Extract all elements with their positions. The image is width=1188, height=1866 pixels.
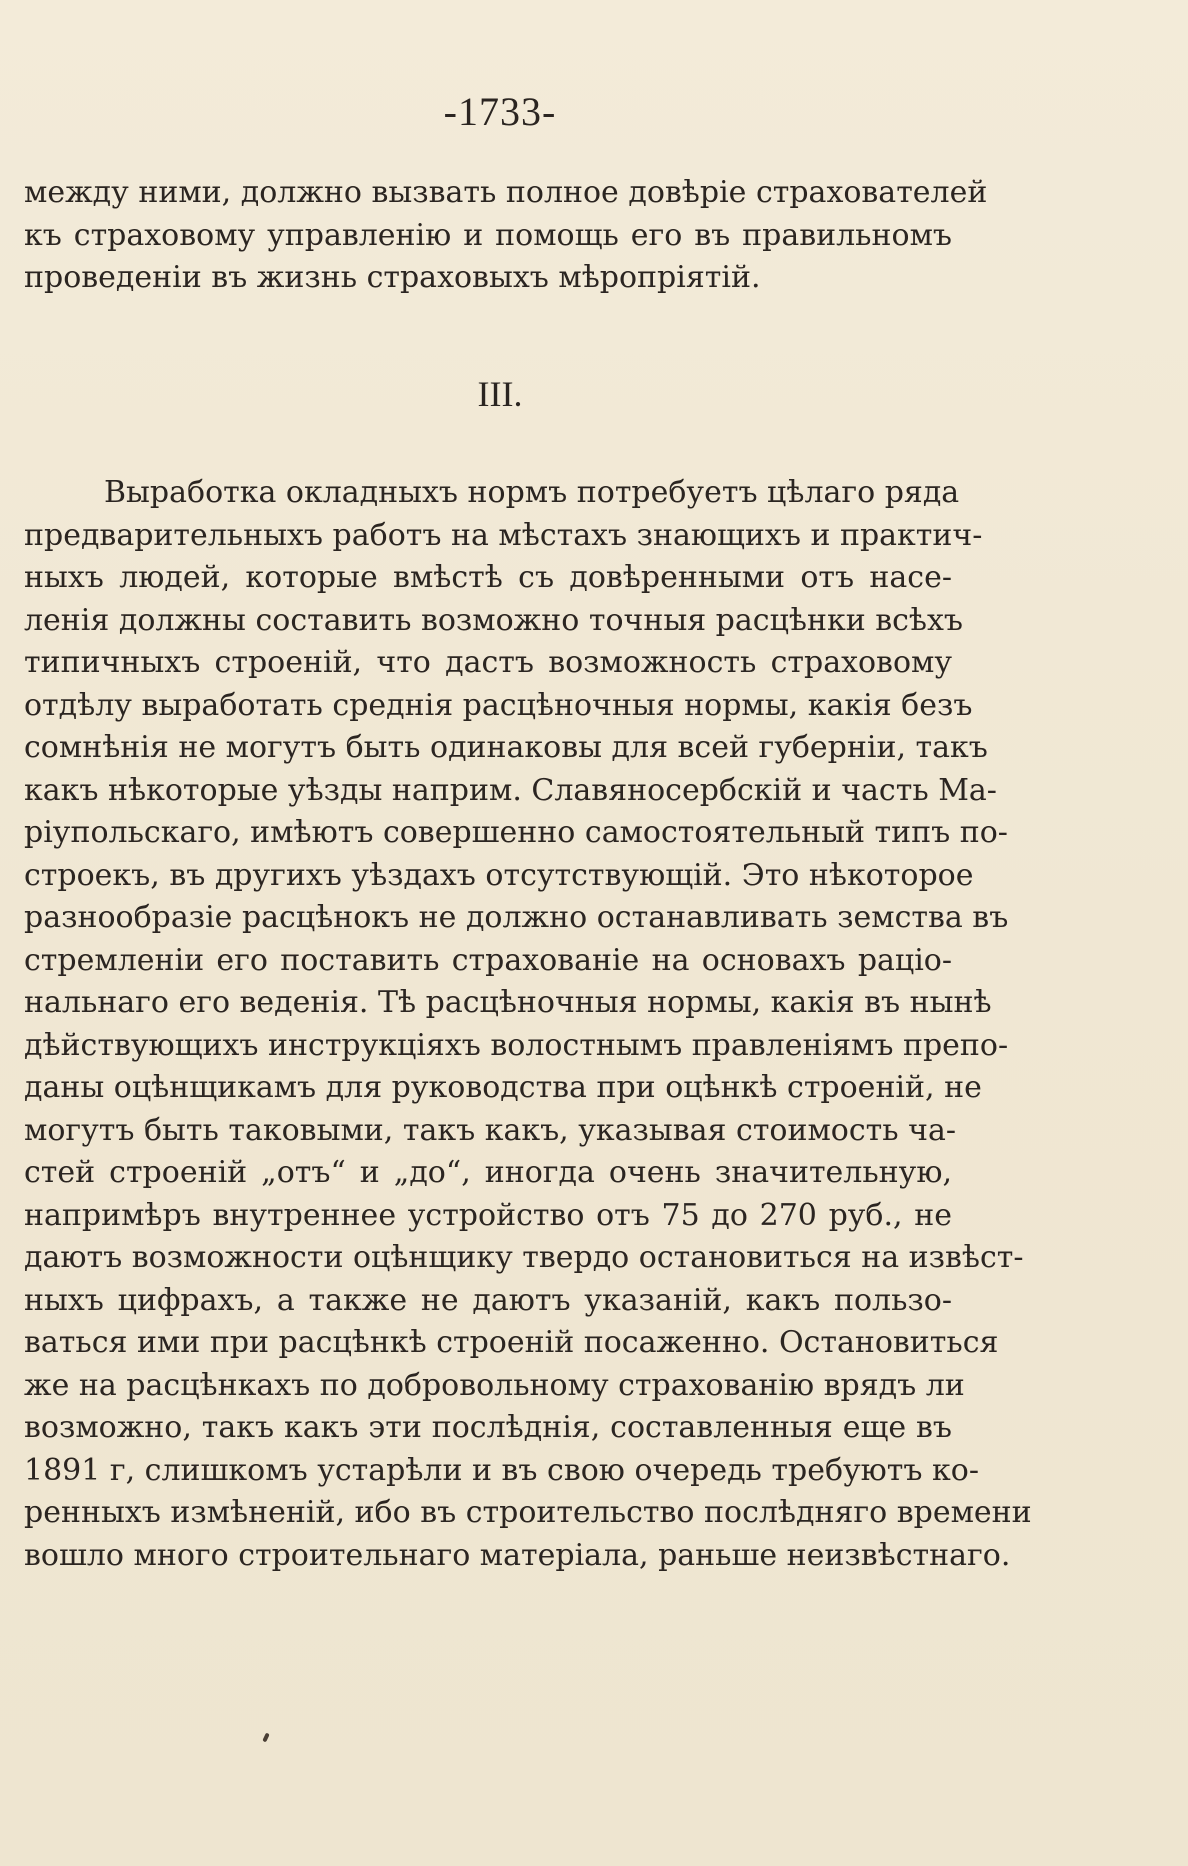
text-line: могутъ быть таковыми, такъ какъ, указывая стоимость ча- <box>24 1112 956 1148</box>
text-line: ренныхъ измѣненій, ибо въ строительство послѣдняго времени <box>24 1495 1032 1530</box>
page-number: -1733- <box>443 89 557 134</box>
ink-speck <box>262 1733 269 1743</box>
text-line: типичныхъ строеній, что дастъ возможность страховому <box>24 645 952 680</box>
section-heading: III. <box>477 374 523 414</box>
text-line: ленія должны составить возможно точныя расцѣнки всѣхъ <box>24 602 964 638</box>
top-paragraph <box>24 172 988 300</box>
main-paragraph <box>24 472 1032 1577</box>
text-line: возможно, такъ какъ эти послѣднія, составленныя еще въ <box>24 1410 952 1445</box>
text-line: 1891 г, слишкомъ устарѣли и въ свою очередь требуютъ ко- <box>24 1452 979 1488</box>
text-line: какъ нѣкоторые уѣзды наприм. Славяносербскій и часть Ма- <box>24 772 997 808</box>
text-line: же на расцѣнкахъ по добровольному страхованію врядъ ли <box>24 1367 965 1403</box>
text-line: дѣйствующихъ инструкціяхъ волостнымъ правленіямъ препо- <box>24 1027 1009 1063</box>
text-line: къ страховому управленію и помощь его въ правильномъ <box>24 217 952 253</box>
text-line: стремленіи его поставить страхованіе на основахъ раціо- <box>24 942 952 978</box>
text-line: разнообразіе расцѣнокъ не должно останавливать земства въ <box>24 900 1009 935</box>
text-line: даютъ возможности оцѣнщику твердо остановиться на извѣст- <box>24 1240 1024 1275</box>
text-line: ныхъ людей, которые вмѣстѣ съ довѣренными отъ насе- <box>24 560 952 595</box>
text-line: ріупольскаго, имѣютъ совершенно самостоятельный типъ по- <box>24 815 1008 850</box>
text-line: Выработка окладныхъ нормъ потребуетъ цѣлаго ряда <box>104 475 960 510</box>
text-line: сомнѣнія не могутъ быть одинаковы для всей губерніи, такъ <box>24 730 988 765</box>
text-line: ваться ими при расцѣнкѣ строеній посаженно. Остановиться <box>24 1325 999 1360</box>
text-line: напримѣръ внутреннее устройство отъ 75 до 270 руб., не <box>24 1197 952 1233</box>
text-line: строекъ, въ другихъ уѣздахъ отсутствующій. Это нѣкоторое <box>24 857 974 893</box>
text-line: отдѣлу выработать среднія расцѣночныя нормы, какія безъ <box>24 687 973 723</box>
text-line: между ними, должно вызвать полное довѣріе страхователей <box>24 175 988 210</box>
text-line: даны оцѣнщикамъ для руководства при оцѣнкѣ строеній, не <box>24 1070 982 1105</box>
text-line: ныхъ цифрахъ, а также не даютъ указаній, какъ пользо- <box>24 1282 952 1318</box>
text-line: вошло много строительнаго матеріала, раньше неизвѣстнаго. <box>24 1537 1011 1573</box>
text-line: нальнаго его веденія. Тѣ расцѣночныя нормы, какія въ нынѣ <box>24 985 992 1020</box>
text-line: стей строеній „отъ“ и „до“, иногда очень значительную, <box>24 1155 952 1190</box>
text-line: проведеніи въ жизнь страховыхъ мѣропріятій. <box>24 260 761 295</box>
text-line: предварительныхъ работъ на мѣстахъ знающихъ и практич- <box>24 517 983 553</box>
